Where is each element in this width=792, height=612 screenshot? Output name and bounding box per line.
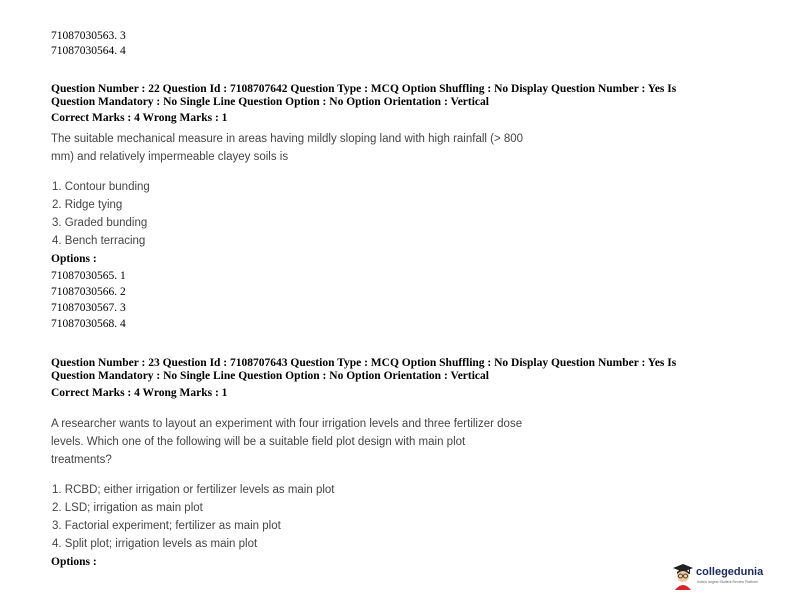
q23-choice-list [52, 481, 335, 553]
q22-text-line2: mm) and relatively impermeable clayey soils is [51, 151, 289, 163]
choice-item: 3. Factorial experiment; fertilizer as main plot [52, 520, 281, 532]
q22-marks: Correct Marks : 4 Wrong Marks : 1 [51, 112, 228, 124]
choice-item: 4. Bench terracing [52, 235, 146, 247]
choice-item: 1. Contour bunding [52, 181, 150, 193]
q22-options-label: Options : [51, 253, 97, 265]
q23-marks: Correct Marks : 4 Wrong Marks : 1 [51, 387, 228, 399]
q23-text-line1: A researcher wants to layout an experiment with four irrigation levels and three fertilizer dose [51, 418, 523, 430]
choice-item: 2. Ridge tying [52, 199, 123, 211]
q22-text-line1: The suitable mechanical measure in areas having mildly sloping land with high rainfall (> 800 [51, 133, 524, 145]
q22-choice-list [52, 178, 150, 250]
q22-header-line2: Question Mandatory : No Single Line Question Option : No Option Orientation : Vertical [51, 96, 489, 108]
choice-item: 2. LSD; irrigation as main plot [52, 502, 203, 514]
option-id: 71087030563. 3 [51, 30, 126, 42]
student-mascot-icon [672, 563, 694, 591]
logo-tagline: India's largest Student Review Platform [697, 580, 758, 584]
q23-text-line3: treatments? [51, 454, 112, 466]
choice-item: 4. Split plot; irrigation levels as main plot [52, 538, 258, 550]
collegedunia-logo [672, 563, 768, 593]
option-id: 71087030567. 3 [51, 302, 126, 314]
option-id: 71087030565. 1 [51, 270, 126, 282]
option-id: 71087030564. 4 [51, 45, 126, 57]
q22-header-line1: Question Number : 22 Question Id : 7108707642 Question Type : MCQ Option Shuffling : No Display Question Number : Yes Is [51, 83, 677, 95]
q23-header-line2: Question Mandatory : No Single Line Question Option : No Option Orientation : Vertical [51, 370, 489, 382]
q23-header-line1: Question Number : 23 Question Id : 7108707643 Question Type : MCQ Option Shuffling : No Display Question Number : Yes Is [51, 357, 677, 369]
choice-item: 3. Graded bunding [52, 217, 148, 229]
option-id: 71087030568. 4 [51, 318, 126, 330]
logo-wordmark: collegedunia [696, 566, 764, 578]
q23-options-label: Options : [51, 556, 97, 568]
choice-item: 1. RCBD; either irrigation or fertilizer levels as main plot [52, 484, 335, 496]
option-id: 71087030566. 2 [51, 286, 126, 298]
q23-text-line2: levels. Which one of the following will be a suitable field plot design with main plot [51, 436, 466, 448]
